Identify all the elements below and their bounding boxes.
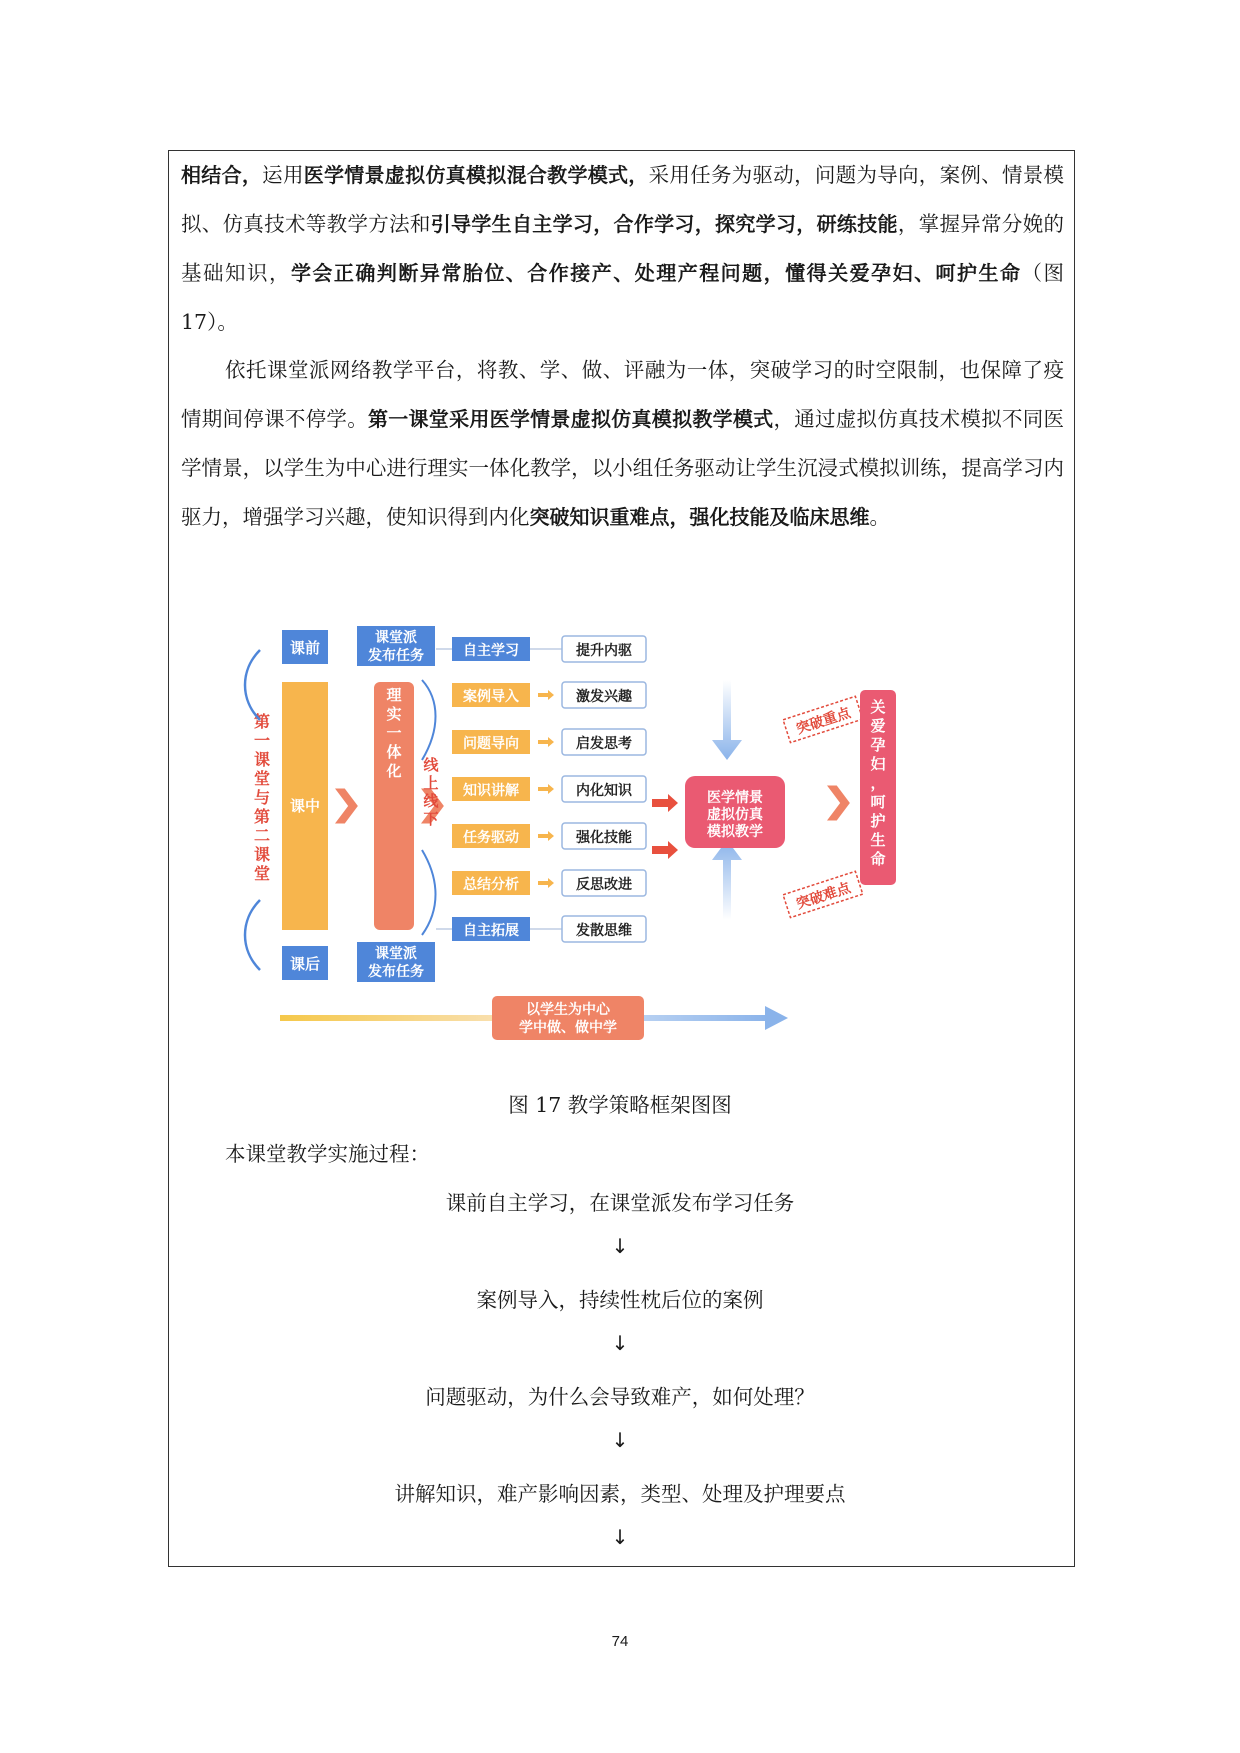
activity-rows [436, 636, 646, 942]
outcome-label: 提升内驱 [576, 643, 632, 659]
curve-online-top [422, 680, 436, 760]
activity-label: 知识讲解 [463, 783, 519, 799]
activity-label: 自主拓展 [463, 923, 519, 939]
outcome-label: 发散思维 [576, 923, 632, 939]
outcome-label: 内化知识 [576, 783, 632, 799]
platform-bottom-line1: 课堂派 [375, 946, 417, 962]
bold-run: 相结合， [181, 163, 263, 187]
text-run: 运用 [262, 163, 304, 187]
phase-during: 课中 [289, 797, 321, 815]
bold-run: 第一课堂采用医学情景虚拟仿真模拟教学模式 [367, 407, 774, 431]
paragraph-2 [181, 346, 1064, 542]
small-arrow-icon [538, 831, 554, 841]
small-arrow-icon [538, 784, 554, 794]
platform-top-line1: 课堂派 [375, 630, 417, 646]
platform-bottom-line2: 发布任务 [368, 964, 424, 980]
bold-run: 引导学生自主学习，合作学习，探究学习，研练技能 [430, 212, 898, 236]
arrow-down-gradient [712, 680, 742, 760]
banner-line1: 以学生为中心 [526, 1002, 610, 1018]
outcome-label: 反思改进 [576, 877, 632, 893]
integration-label: 理实一体化 [386, 686, 402, 780]
activity-label: 问题导向 [463, 736, 519, 752]
activity-label: 案例导入 [463, 689, 519, 705]
svg-text:突破重点: 突破重点 [794, 705, 853, 738]
outcome-label: 启发思考 [576, 736, 632, 752]
red-arrow-2 [652, 841, 678, 859]
curve-arrow-bottom [245, 900, 260, 970]
paragraph-1 [181, 151, 1064, 347]
small-arrow-icon [538, 737, 554, 747]
banner-line2: 学中做、做中学 [519, 1020, 617, 1036]
phase-before: 课前 [289, 639, 321, 657]
stamp-top [783, 696, 863, 742]
activity-label: 任务驱动 [463, 830, 519, 846]
text-run: 采用任务为驱动，问题为导向，案例、情景模拟、仿真技术等教学方法和 [181, 163, 1065, 236]
platform-top-line2: 发布任务 [368, 648, 424, 664]
small-arrow-icon [538, 878, 554, 888]
text-run: ，通过虚拟仿真技术模拟不同医学情景，以学生为中心进行理实一体化教学，以小组任务驱动让学生沉浸式模拟训练，提高学习内驱力，增强学习兴趣，使知识得到内化 [181, 407, 1065, 529]
bold-run: 学会正确判断异常胎位、合作接产、处理产程问题，懂得关爱孕妇、呵护生命 [290, 261, 1022, 285]
small-arrow-icon [538, 690, 554, 700]
bold-run: 医学情景虚拟仿真模拟混合教学模式， [303, 163, 649, 187]
svg-text:突破难点: 突破难点 [794, 880, 853, 913]
diagram-left-label: 第一课堂与第二课堂 [253, 712, 271, 883]
activity-label: 自主学习 [463, 643, 519, 659]
phase-after: 课后 [289, 955, 321, 973]
red-arrow-1 [652, 794, 678, 812]
chevron-1 [338, 790, 356, 822]
chevron-3 [830, 787, 848, 819]
center-line2: 虚拟仿真 [707, 807, 763, 823]
online-offline-label: 线上线下 [423, 756, 439, 828]
process-step-2: 案例导入，持续性枕后位的案例 [476, 1288, 764, 1312]
banner-arrowhead [765, 1006, 788, 1030]
curve-arrow-top [245, 650, 260, 720]
text-run: ，掌握异常分娩的基础知识， [181, 212, 1065, 285]
arrow-up-gradient [712, 840, 742, 920]
center-line1: 医学情景 [707, 790, 763, 806]
process-intro: 本课堂教学实施过程： [225, 1142, 430, 1166]
outcome-label: 强化技能 [576, 830, 632, 846]
process-step-1: 课前自主学习，在课堂派发布学习任务 [445, 1191, 795, 1215]
page-number: 74 [611, 1633, 629, 1650]
text-run: （图 17）。 [181, 261, 1065, 334]
curve-online-bottom [422, 850, 436, 935]
process-arrow-1: ↓ [611, 1234, 629, 1258]
process-arrow-4: ↓ [611, 1525, 629, 1549]
bold-run: 突破知识重难点，强化技能及临床思维 [529, 505, 870, 529]
outcome-label: 激发兴趣 [576, 689, 632, 705]
figure-caption: 图 17 教学策略框架图图 [508, 1093, 732, 1117]
final-label: 关爱孕妇，呵护生命 [870, 698, 886, 868]
process-step-4: 讲解知识，难产影响因素，类型、处理及护理要点 [394, 1482, 846, 1506]
text-run: 依托课堂派网络教学平台，将教、学、做、评融为一体，突破学习的时空限制，也保障了疫情期间停课不停学。 [181, 358, 1064, 431]
process-arrow-2: ↓ [611, 1331, 629, 1355]
text-run: 。 [869, 505, 890, 529]
teaching-strategy-diagram [240, 620, 1020, 1060]
activity-label: 总结分析 [463, 877, 519, 893]
process-step-3: 问题驱动，为什么会导致难产，如何处理？ [425, 1385, 815, 1409]
center-line3: 模拟教学 [707, 824, 763, 840]
process-arrow-3: ↓ [611, 1428, 629, 1452]
stamp-bottom [783, 871, 863, 917]
